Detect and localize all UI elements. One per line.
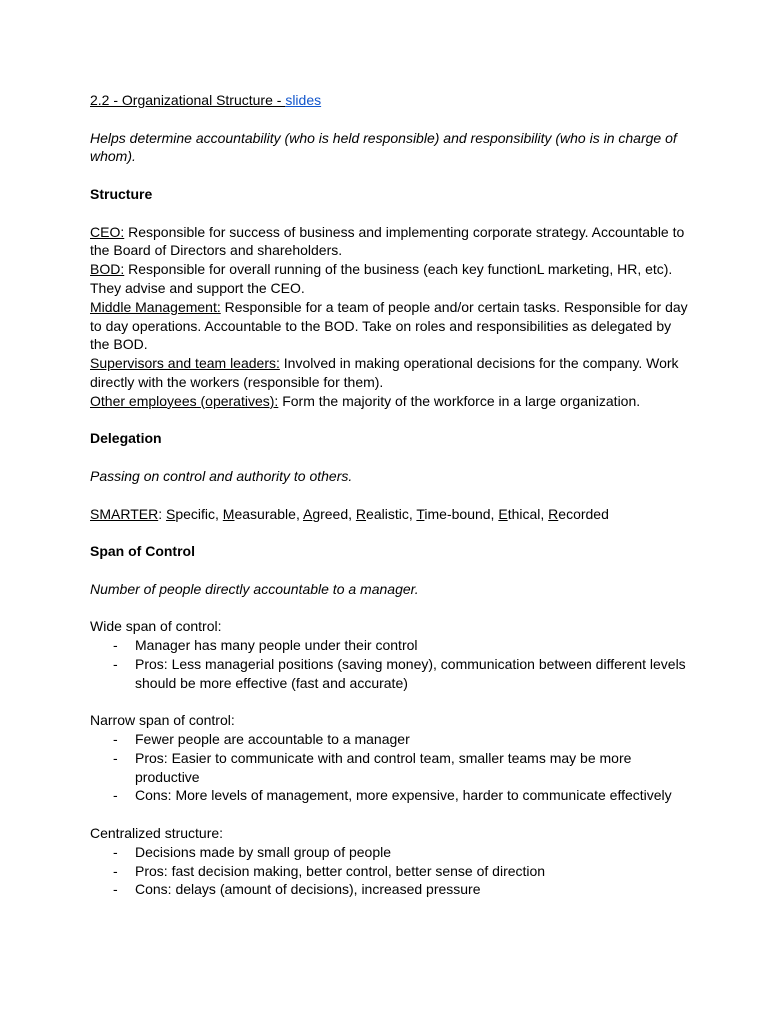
role-ceo: [90, 223, 690, 261]
smarter-letter: R: [548, 505, 559, 522]
smarter-letter: A: [302, 505, 313, 522]
role-description: Responsible for overall running of the business (each key functionL marketing, HR, etc). They advise and support the CEO.: [90, 261, 673, 296]
role-middle-management: [90, 298, 690, 354]
narrow-span-list: [90, 730, 690, 805]
smarter-letter: E: [498, 505, 508, 522]
smarter-letter: R: [355, 505, 367, 522]
smarter-word-rest: greed,: [312, 505, 356, 522]
role-bod: [90, 260, 690, 298]
document-body: [90, 91, 690, 899]
list-item: - Decisions made by small group of people: [90, 843, 690, 862]
smarter-word-rest: ecorded: [558, 505, 609, 522]
list-item: - Pros: Less managerial positions (saving money), communication between different levels should be more effective (fast and accurate): [90, 655, 690, 693]
smarter-word-rest: thical,: [507, 505, 549, 522]
smarter-word-rest: ealistic,: [366, 505, 417, 522]
slides-link[interactable]: slides: [285, 92, 322, 108]
smarter-letter: S: [165, 505, 176, 522]
role-other-employees: [90, 392, 690, 411]
centralized-list: [90, 843, 690, 899]
role-term: CEO:: [90, 223, 125, 240]
span-title: Span of Control: [90, 543, 195, 560]
list-item: - Pros: Easier to communicate with and control team, smaller teams may be more productive: [90, 749, 690, 787]
centralized-label: Centralized structure:: [90, 825, 224, 842]
list-item: - Pros: fast decision making, better control, better sense of direction: [90, 862, 690, 881]
role-supervisors: [90, 354, 690, 392]
list-item: - Manager has many people under their control: [90, 636, 690, 655]
structure-title: Structure: [90, 185, 153, 202]
smarter-letter: M: [222, 505, 235, 522]
list-item: - Cons: More levels of management, more expensive, harder to communicate effectively: [90, 786, 690, 805]
intro-text: Helps determine accountability (who is held responsible) and responsibility (who is in charge of whom).: [90, 129, 677, 165]
smarter-colon: :: [158, 505, 166, 522]
role-description: Form the majority of the workforce in a large organization.: [278, 392, 641, 409]
role-term: Other employees (operatives):: [90, 392, 279, 409]
role-description: Involved in making operational decisions for the company. Work directly with the workers (responsible for them).: [90, 355, 679, 390]
smarter-letter: T: [416, 505, 425, 522]
role-term: BOD:: [90, 261, 125, 278]
role-term: Supervisors and team leaders:: [90, 355, 280, 372]
heading-text: 2.2 - Organizational Structure -: [90, 92, 286, 108]
delegation-title: Delegation: [90, 430, 162, 447]
role-description: Responsible for success of business and implementing corporate strategy. Accountable to the Board of Directors and shareholders.: [90, 223, 685, 259]
list-item: - Cons: delays (amount of decisions), increased pressure: [90, 880, 690, 899]
wide-span-label: Wide span of control:: [90, 618, 222, 635]
wide-span-list: [90, 636, 690, 692]
section-heading: [90, 91, 690, 110]
list-item: - Fewer people are accountable to a manager: [90, 730, 690, 749]
role-term: Middle Management:: [90, 298, 221, 315]
narrow-span-label: Narrow span of control:: [90, 712, 235, 729]
smarter-word-rest: pecific,: [175, 505, 223, 522]
delegation-definition: Passing on control and authority to others.: [90, 467, 353, 484]
smarter-word-rest: easurable,: [234, 505, 303, 522]
smarter-line: [90, 505, 690, 524]
smarter-word-rest: ime-bound,: [424, 505, 499, 522]
role-description: Responsible for a team of people and/or certain tasks. Responsible for day to day operations. Accountable to the BOD. Take on roles and responsibilities as delegated by the BOD.: [90, 298, 688, 353]
span-definition: Number of people directly accountable to a manager.: [90, 580, 419, 597]
smarter-term: SMARTER: [90, 505, 159, 522]
